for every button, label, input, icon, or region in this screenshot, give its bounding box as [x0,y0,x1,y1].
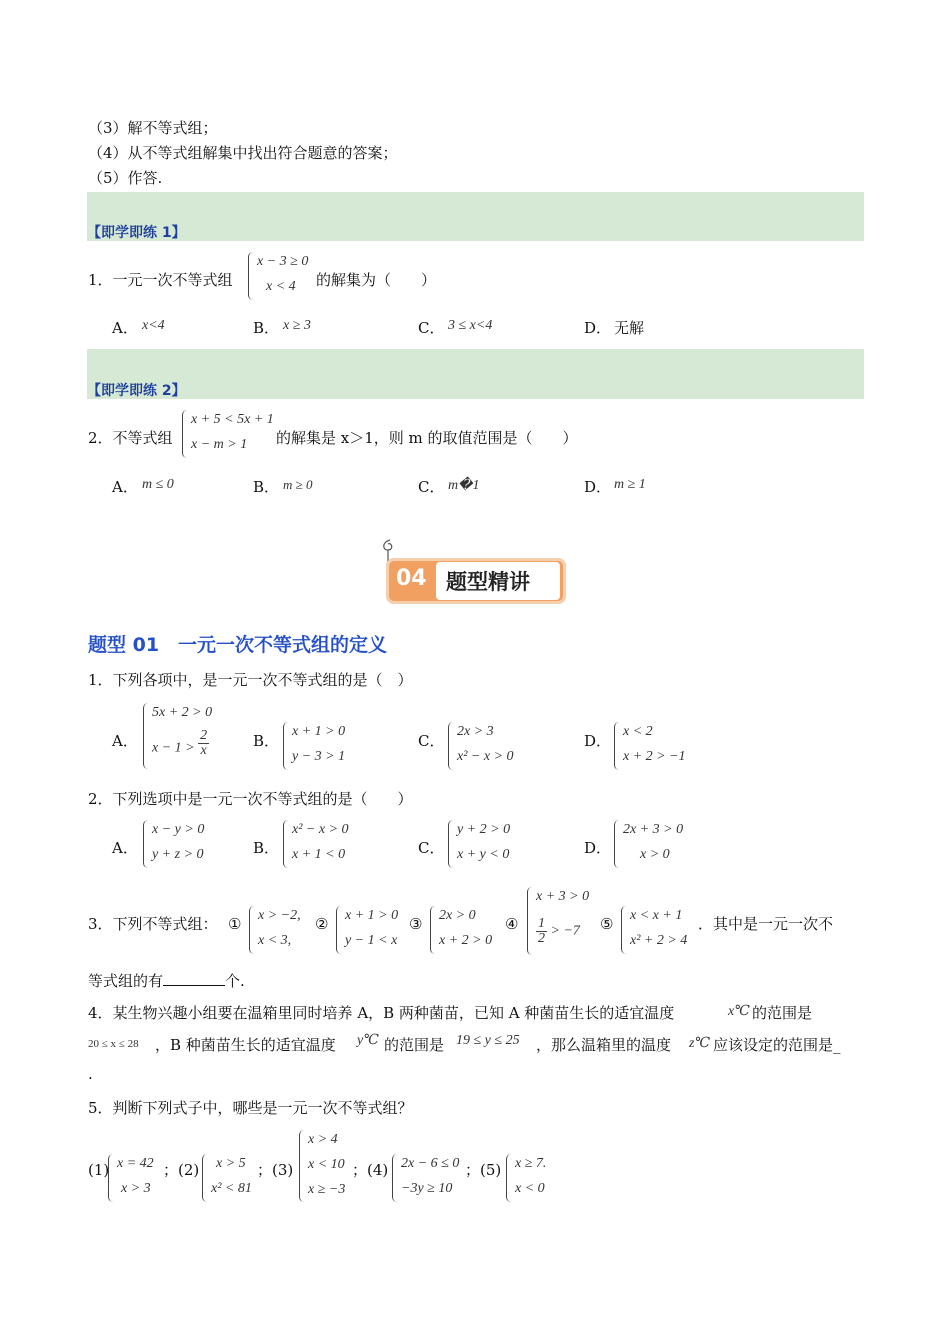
q3-system-4-line2: > −7 [550,923,580,939]
q2-option-a-letter: A． [112,839,138,857]
q5-system-3 [299,1130,359,1204]
q3-system-4-line1: x + 3 > 0 [536,889,590,904]
q2-option-b-system [283,820,363,870]
q5-system-1-line1: x = 42 [117,1156,154,1171]
q3-line2 [88,971,245,991]
q5-system-5 [506,1154,566,1204]
practice2-system [182,410,282,460]
practice1-option-a-letter: A． [112,319,138,337]
practice2-question-suffix: 的解集是 x＞1，则 m 的取值范围是（ ） [276,429,578,447]
q2-option-c-system [448,820,523,870]
q5-system-2-line2: x² < 81 [211,1181,252,1196]
q5-label-3: ；(3) [257,1161,294,1179]
q1-option-c-letter: C． [418,732,445,750]
q3-system-4 [527,887,597,957]
practice2-system-line1: x + 5 < 5x + 1 [191,412,274,427]
practice1-option-c: 3 ≤ x<4 [448,318,493,333]
q3-mark-5: ⑤ [600,915,614,933]
practice2-option-b: m ≥ 0 [283,477,313,492]
practice1-option-c-letter: C． [418,319,445,337]
q3-system-4-frac-den: 2 [538,931,545,946]
practice1-system-line2: x < 4 [266,279,296,294]
q5-system-2 [202,1154,264,1204]
q2-option-d-letter: D． [584,839,612,857]
q1-option-a-letter: A． [112,732,138,750]
q1-option-c-line2: x² − x > 0 [457,749,514,764]
q4-line2-mid: ，B 种菌苗生长的适宜温度 [155,1036,336,1054]
q4-y-unit: y℃ [357,1033,379,1048]
practice1-option-d: 无解 [614,319,645,337]
q1-option-a-frac-num: 2 [200,728,208,743]
q3-mark-2: ② [315,915,329,933]
q5-system-5-line2: x < 0 [515,1181,545,1196]
q1-option-c-line1: 2x > 3 [457,724,494,739]
q3-stem-suffix: ．其中是一元一次不 [698,915,834,933]
q3-line2-prefix: 等式组的有 [88,972,164,990]
practice2-question-prefix: 2．不等式组 [88,429,173,447]
q2-option-b-line1: x² − x > 0 [292,822,349,837]
q2-option-d-system [614,820,694,870]
practice2-option-c: m�1 [448,478,480,493]
section-badge-number: 04 [396,566,427,591]
q1-option-a-frac-den: x [200,743,207,758]
q3-system-2-line1: x + 1 > 0 [345,908,399,923]
q3-system-1-line2: x < 3, [258,933,292,948]
q5-system-3-line2: x < 10 [308,1157,345,1172]
practice1-system-line1: x − 3 ≥ 0 [257,254,309,269]
practice2-title: 【即学即练 2】 [87,383,186,399]
q3-system-4-line2-wrap [536,917,580,946]
q1-option-c-system [448,722,528,772]
q1-option-a-system [143,703,233,771]
q5-system-3-line1: x > 4 [308,1132,338,1147]
q4-range-b: 19 ≤ y ≤ 25 [456,1033,520,1048]
q4-line2-mid2: 的范围是 [384,1036,445,1054]
q1-option-b-line2: y − 3 > 1 [292,749,346,764]
q1-option-b-letter: B． [253,732,280,750]
q3-system-5 [621,906,701,956]
q3-mark-3: ③ [409,915,423,933]
q5-label-5: ；(5) [465,1161,502,1179]
q1-stem: 1．下列各项中，是一元一次不等式组的是（ ） [88,671,413,689]
practice2-option-c-letter: C． [418,478,445,496]
q3-system-3-line2: x + 2 > 0 [439,933,493,948]
practice1-option-d-letter: D． [584,319,612,337]
q5-system-1 [108,1154,166,1204]
step-5: （5）作答. [88,169,163,187]
q3-system-3 [430,906,502,956]
q5-system-4 [392,1154,474,1204]
q1-option-a-line1: 5x + 2 > 0 [152,705,213,720]
q3-answer-blank[interactable] [163,971,225,986]
practice1-system [248,252,318,302]
practice2-option-a: m ≤ 0 [142,477,174,492]
q5-label-4: ；(4) [352,1161,389,1179]
step-4: （4）从不等式组解集中找出符合题意的答案； [88,144,398,162]
q4-line1-end: 的范围是 [752,1004,813,1022]
q3-system-5-line1: x < x + 1 [630,908,683,923]
q3-system-1 [249,906,311,956]
q2-option-a-line2: y + z > 0 [152,847,204,862]
q5-system-4-line2: −3y ≥ 10 [401,1181,453,1196]
q4-x-unit: x℃ [728,1004,750,1019]
practice1-band [87,192,864,241]
q1-option-d-line2: x + 2 > −1 [623,749,686,764]
q5-stem: 5．判断下列式子中，哪些是一元一次不等式组？ [88,1099,413,1117]
q5-label-1: (1) [88,1161,110,1179]
practice2-band [87,349,864,399]
q4-line1: 4．某生物兴趣小组要在温箱里同时培养 A，B 两种菌苗，已知 A 种菌苗生长的适宜温度 [88,1004,675,1022]
practice1-option-b: x ≥ 3 [283,318,311,333]
q1-option-d-line1: x < 2 [623,724,653,739]
q2-option-c-line1: y + 2 > 0 [457,822,511,837]
q3-system-3-line1: 2x > 0 [439,908,476,923]
practice1-option-a: x<4 [142,318,165,333]
practice2-option-d: m ≥ 1 [614,477,646,492]
q2-option-d-line1: 2x + 3 > 0 [623,822,684,837]
q3-mark-1: ① [228,915,242,933]
practice2-option-b-letter: B． [253,478,280,496]
q3-system-1-line1: x > −2, [258,908,301,923]
section-title: 题型 01 一元一次不等式组的定义 [88,634,388,656]
q1-option-d-letter: D． [584,732,612,750]
q2-option-a-line1: x − y > 0 [152,822,205,837]
q5-system-4-line1: 2x − 6 ≤ 0 [401,1156,460,1171]
q3-system-2 [336,906,408,956]
q1-option-d-system [614,722,694,772]
step-3: （3）解不等式组； [88,119,218,137]
q1-option-b-system [283,722,353,772]
q1-option-a-line2-text [152,728,209,758]
q2-option-b-letter: B． [253,839,280,857]
q2-option-a-system [143,820,218,870]
q3-system-4-fraction [536,917,547,946]
q3-stem-prefix: 3．下列不等式组： [88,915,218,933]
q3-mark-4: ④ [505,915,519,933]
q1-option-a-fraction [198,729,209,758]
q1-option-b-line1: x + 1 > 0 [292,724,346,739]
section-badge-label: 题型精讲 [446,570,530,594]
practice1-option-b-letter: B． [253,319,280,337]
q3-system-2-line2: y − 1 < x [345,933,398,948]
q5-label-2: ；(2) [163,1161,200,1179]
q2-option-c-line2: x + y < 0 [457,847,510,862]
q2-option-c-letter: C． [418,839,445,857]
q2-stem: 2．下列选项中是一元一次不等式组的是（ ） [88,790,413,808]
q4-range-a: 20 ≤ x ≤ 28 [88,1038,139,1050]
practice1-title: 【即学即练 1】 [87,225,186,241]
q1-option-a-line2: x − 1 > [152,740,195,756]
practice2-option-a-letter: A． [112,478,138,496]
practice1-question-suffix: 的解集为（ ） [316,271,437,289]
practice1-question-prefix: 1．一元一次不等式组 [88,271,233,289]
q5-system-3-line3: x ≥ −3 [308,1182,346,1197]
q2-option-d-line2: x > 0 [640,847,670,862]
q5-system-2-line1: x > 5 [216,1156,246,1171]
practice2-system-line2: x − m > 1 [191,437,248,452]
q4-z-unit: z℃ [689,1036,711,1051]
q3-line2-suffix: 个. [225,972,245,990]
q4-line3: . [88,1065,93,1083]
q2-option-b-line2: x + 1 < 0 [292,847,346,862]
q3-system-4-frac-num: 1 [538,916,545,931]
q3-system-5-line2: x² + 2 > 4 [630,933,688,948]
q4-line2-end: ，那么温箱里的温度 [536,1036,672,1054]
q4-line2-tail: 应该设定的范围是_ [713,1036,841,1054]
q5-system-1-line2: x > 3 [121,1181,151,1196]
q5-system-5-line1: x ≥ 7. [515,1156,547,1171]
practice2-option-d-letter: D． [584,478,612,496]
